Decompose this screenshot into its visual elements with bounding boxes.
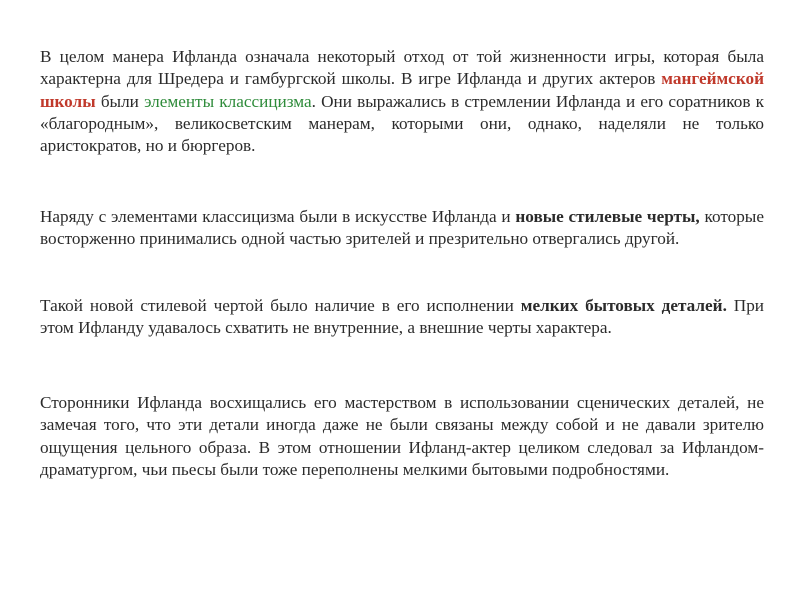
small-details-bold: мелких бытовых деталей. [520, 296, 727, 315]
mannheim-school-highlight: мангеймской школы [40, 69, 764, 111]
classicism-elements-highlight: элементы классицизма [144, 91, 312, 111]
paragraph-text: В целом манера Ифланда означала некоторый отход от той жизненности игры, которая была характерна для Шредера и гамбургской школы. В игре Ифланда и других актеров [40, 47, 764, 89]
paragraph-classicism [40, 46, 764, 157]
paragraph-text: При этом Ифланду удавалось схватить не внутренние, а внешние черты характера. [40, 296, 764, 338]
new-style-features-bold: новые стилевые черты, [515, 207, 700, 226]
paragraph-supporters [40, 392, 764, 481]
paragraph-text: Наряду с элементами классицизма были в искусстве Ифланда и [40, 207, 516, 226]
paragraph-text: . Они выражались в стремлении Ифланда и его соратников к «благородным», великосветским манерам, которыми они, однако, наделяли не только аристократов, но и бюргеров. [40, 91, 765, 156]
paragraph-text: Такой новой стилевой чертой было наличие в его исполнении [40, 296, 521, 315]
paragraph-text: были [95, 91, 145, 111]
paragraph-text: которые восторженно принимались одной частью зрителей и презрительно отвергались другой. [40, 207, 764, 249]
paragraph-new-style [40, 206, 764, 251]
paragraph-details [40, 295, 764, 340]
paragraph-text: Сторонники Ифланда восхищались его мастерством в использовании сценических деталей, не замечая того, что эти детали иногда даже не были связаны между собой и не давали зрителю ощущения цельного образа. В этом отношении Ифланд-актер целиком следовал за Ифландом-драматургом, чьи пьесы были тоже переполнены мелкими бытовыми подробностями. [40, 393, 764, 479]
